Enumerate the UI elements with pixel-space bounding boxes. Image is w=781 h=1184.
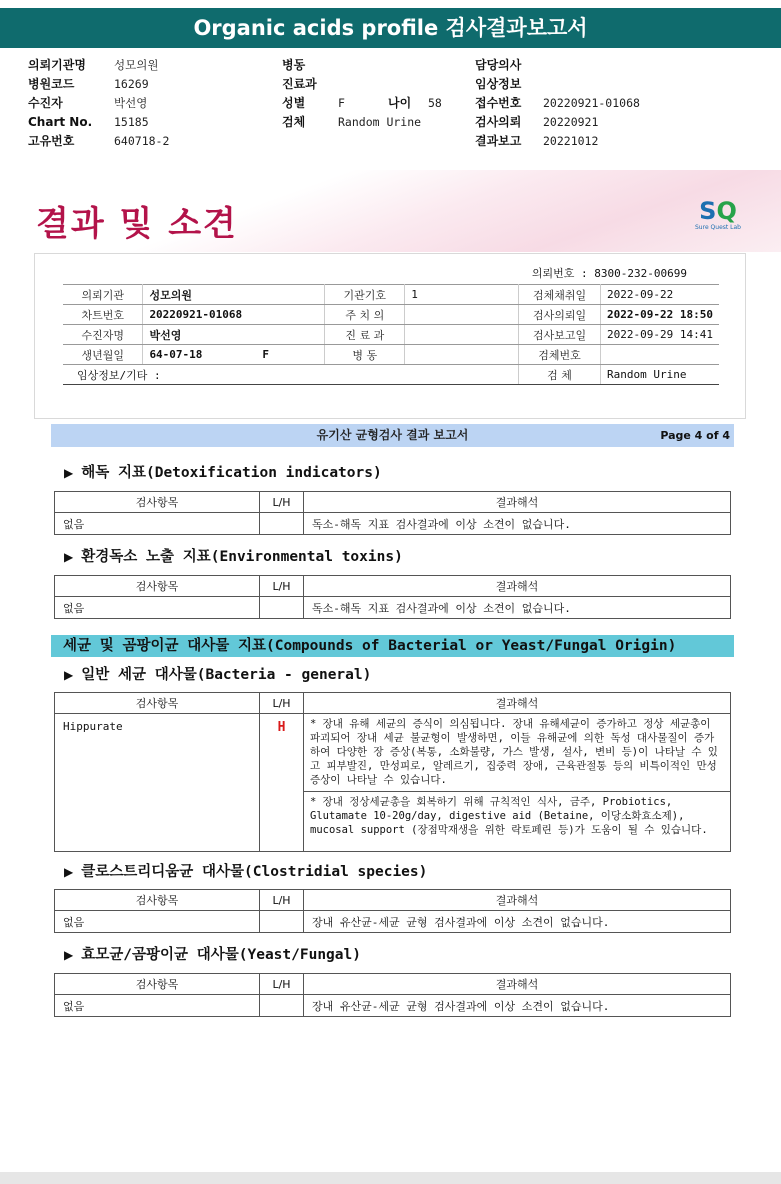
table-row (63, 345, 719, 365)
triangle-bullet-icon: ▶ (64, 865, 74, 879)
footer-strip (0, 1172, 781, 1184)
table-header-row (55, 492, 731, 513)
item-cell: 없음 (55, 995, 260, 1017)
cell-label: 검 체 (519, 365, 601, 385)
col-header-lh: L/H (260, 693, 304, 714)
banner-title: 결과 및 소견 (36, 204, 238, 244)
cell-label: 의뢰기관 (63, 285, 143, 305)
logo-text: Sure Quest Lab (695, 224, 741, 231)
info-value: 16269 (114, 77, 149, 91)
clinical-info-label: 임상정보/기타 : (63, 365, 519, 385)
col-header-lh: L/H (260, 492, 304, 513)
item-cell: 없음 (55, 513, 260, 535)
patient-info-col2 (282, 56, 442, 132)
section-yeast-heading (64, 943, 361, 964)
info-value: F (338, 96, 345, 110)
info-value: 성모의원 (114, 58, 159, 72)
table-row (55, 995, 731, 1017)
col-header-item: 검사항목 (55, 492, 260, 513)
patient-info-col1 (28, 56, 169, 151)
info-value: 박선영 (114, 96, 148, 110)
cell-value: 2022-09-29 14:41 (601, 325, 719, 345)
interp-cell: 장내 유산균-세균 균형 검사결과에 이상 소견이 없습니다. (304, 995, 731, 1017)
table-header-row (55, 693, 731, 714)
report-title-bar (51, 424, 734, 447)
cell-label: 생년월일 (63, 345, 143, 365)
section-title: 해독 지표(Detoxification indicators) (81, 465, 382, 481)
cell-value: 성모의원 (143, 285, 325, 305)
cell-label: 차트번호 (63, 305, 143, 325)
col-header-interp: 결과해석 (304, 576, 731, 597)
info-label: 담당의사 (475, 58, 522, 72)
cell-value: 박선영 (143, 325, 325, 345)
birthdate-value: 64-07-18 (149, 348, 203, 361)
info-label: 임상정보 (475, 77, 522, 91)
info-label: 의뢰기관명 (28, 58, 86, 72)
yeast-table (54, 973, 731, 1017)
info-value: 20221012 (543, 134, 599, 148)
lh-cell (260, 597, 304, 619)
table-row (55, 911, 731, 933)
report-title: 유기산 균형검사 결과 보고서 (316, 428, 469, 442)
detox-table (54, 491, 731, 535)
section-detox-heading (64, 461, 382, 482)
info-value: 20220921 (543, 115, 599, 129)
cell-value (143, 345, 325, 365)
triangle-bullet-icon: ▶ (64, 466, 74, 480)
info-label: 검체 (282, 115, 306, 129)
table-header-row (55, 890, 731, 911)
cell-value: 2022-09-22 (601, 285, 719, 305)
cell-label: 병 동 (325, 345, 405, 365)
interp-cell: 독소-해독 지표 검사결과에 이상 소견이 없습니다. (304, 597, 731, 619)
section-clostridial-heading (64, 860, 427, 881)
col-header-interp: 결과해석 (304, 693, 731, 714)
col-header-item: 검사항목 (55, 693, 260, 714)
cell-label: 검사의뢰일 (519, 305, 601, 325)
section-title: 클로스트리디움균 대사물(Clostridial species) (81, 864, 428, 880)
table-row (63, 305, 719, 325)
triangle-bullet-icon: ▶ (64, 550, 74, 564)
info-label: 나이 (388, 96, 412, 110)
table-row (55, 513, 731, 535)
section-title: 환경독소 노출 지표(Environmental toxins) (81, 549, 403, 565)
info-label: 검사의뢰 (475, 115, 522, 129)
interp-cell: * 장내 정상세균총을 회복하기 위해 규칙적인 식사, 금주, Probiotics, Glutamate 10-20g/day, digestive aid (Betaine, 이당소화효소제), mucosal support (장점막재생을 위한 락토페린 등)가 도움이 될 수 있습니다. (304, 792, 731, 852)
info-label: 접수번호 (475, 96, 522, 110)
request-number (532, 265, 687, 281)
cell-label: 검사보고일 (519, 325, 601, 345)
cell-value: 20220921-01068 (143, 305, 325, 325)
col-header-interp: 결과해석 (304, 974, 731, 995)
info-label: 수진자 (28, 96, 63, 110)
col-header-interp: 결과해석 (304, 492, 731, 513)
interp-cell: 독소-해독 지표 검사결과에 이상 소견이 없습니다. (304, 513, 731, 535)
interp-cell: * 장내 유해 세균의 증식이 의심됩니다. 장내 유해세균이 증가하고 정상 세균총이 파괴되어 장내 세균 불균형이 발생하면, 이들 유해균에 의한 독성 대사물질이 증가하여 다양한 장 증상(복통, 소화불량, 가스 발생, 설사, 변비 등)이 나타날 수 있고 피부발진, 만성피로, 알레르기, 집중력 장애, 근육관절통 등의 비특이적인 만성증상이 나타날 수 있습니다. (304, 714, 731, 792)
cell-value (405, 345, 519, 365)
col-header-lh: L/H (260, 890, 304, 911)
triangle-bullet-icon: ▶ (64, 948, 74, 962)
item-cell: Hippurate (55, 714, 260, 852)
section-bacteria-heading (64, 663, 371, 684)
item-cell: 없음 (55, 911, 260, 933)
lab-logo (690, 198, 746, 238)
col-header-interp: 결과해석 (304, 890, 731, 911)
info-label: 진료과 (282, 77, 317, 91)
request-number-value: 8300-232-00699 (594, 267, 687, 280)
cell-value (601, 345, 719, 365)
table-row (55, 597, 731, 619)
table-row (63, 365, 719, 385)
col-header-lh: L/H (260, 974, 304, 995)
patient-info-col3 (475, 56, 640, 151)
table-row (55, 714, 731, 792)
bacterial-yeast-section-bar: 세균 및 곰팡이균 대사물 지표(Compounds of Bacterial or Yeast/Fungal Origin) (51, 635, 734, 657)
info-label: 병동 (282, 58, 306, 72)
cell-label: 검체번호 (519, 345, 601, 365)
info-label: Chart No. (28, 115, 93, 129)
cell-label: 주 치 의 (325, 305, 405, 325)
col-header-lh: L/H (260, 576, 304, 597)
info-value: Random Urine (338, 115, 422, 129)
col-header-item: 검사항목 (55, 974, 260, 995)
cell-value (405, 305, 519, 325)
logo-letter-q: Q (716, 197, 737, 225)
request-number-label: 의뢰번호 : (531, 267, 588, 280)
report-header-title: Organic acids profile 검사결과보고서 (0, 8, 781, 48)
cell-value: 1 (405, 285, 519, 305)
section-title: 효모균/곰팡이균 대사물(Yeast/Fungal) (81, 947, 361, 963)
lh-cell (260, 513, 304, 535)
page-indicator: Page 4 of 4 (660, 429, 730, 442)
cell-label: 기관기호 (325, 285, 405, 305)
interp-cell: 장내 유산균-세균 균형 검사결과에 이상 소견이 없습니다. (304, 911, 731, 933)
info-value: 15185 (114, 115, 149, 129)
request-info-box (34, 253, 746, 419)
high-flag: H (260, 714, 304, 852)
cell-label: 수진자명 (63, 325, 143, 345)
info-label: 병원코드 (28, 77, 75, 91)
env-table (54, 575, 731, 619)
cell-label: 검체채취일 (519, 285, 601, 305)
section-title: 일반 세균 대사물(Bacteria - general) (81, 667, 372, 683)
triangle-bullet-icon: ▶ (64, 668, 74, 682)
lh-cell (260, 995, 304, 1017)
info-value: 640718-2 (114, 134, 170, 148)
cell-label: 진 료 과 (325, 325, 405, 345)
bacteria-table (54, 692, 731, 852)
info-label: 결과보고 (475, 134, 522, 148)
sex-value: F (262, 348, 270, 361)
info-value: 58 (428, 96, 442, 110)
info-value: 20220921-01068 (543, 96, 640, 110)
info-label: 성별 (282, 96, 306, 110)
cell-value: Random Urine (601, 365, 719, 385)
info-label: 고유번호 (28, 134, 75, 148)
section-env-heading (64, 545, 403, 566)
col-header-item: 검사항목 (55, 890, 260, 911)
table-row (63, 325, 719, 345)
logo-letter-s: S (699, 197, 717, 225)
table-header-row (55, 576, 731, 597)
table-header-row (55, 974, 731, 995)
request-table (63, 284, 719, 385)
col-header-item: 검사항목 (55, 576, 260, 597)
cell-value (405, 325, 519, 345)
cell-value: 2022-09-22 18:50 (601, 305, 719, 325)
clostridial-table (54, 889, 731, 933)
lh-cell (260, 911, 304, 933)
item-cell: 없음 (55, 597, 260, 619)
table-row (63, 285, 719, 305)
